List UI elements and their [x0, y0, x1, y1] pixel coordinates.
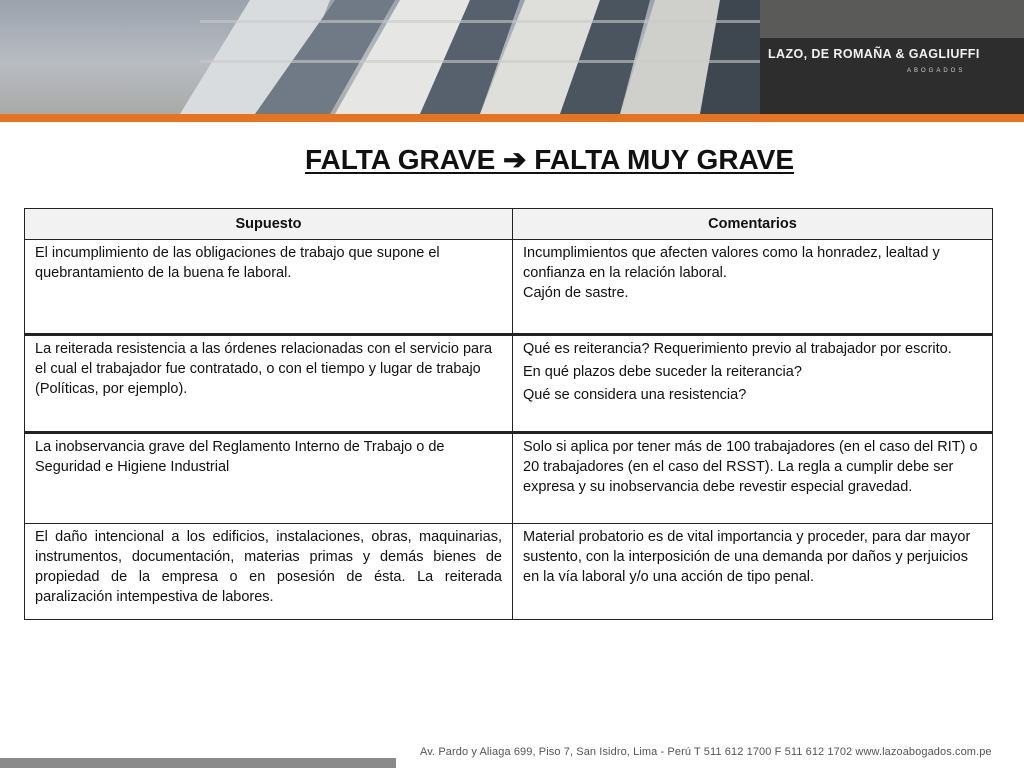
- page-title: FALTA GRAVE ➔ FALTA MUY GRAVE: [304, 144, 795, 175]
- cell-text: Material probatorio es de vital importancia y proceder, para dar mayor sustento, con la interposición de una demanda por daños y perjuicios en la vía laboral y/o una acción de tipo penal.: [523, 529, 971, 585]
- content-table: [24, 208, 993, 620]
- cell-text: Solo si aplica por tener más de 100 trabajadores (en el caso del RIT) o 20 trabajadores (en el caso del RSST). La regla a cumplir debe ser expresa y su inobservancia debe revestir especial gravedad.: [523, 439, 978, 495]
- table-header-row: [25, 209, 992, 239]
- cell-comentarios: [513, 434, 992, 523]
- cell-text: Qué se considera una resistencia?: [523, 387, 747, 403]
- firm-logo-subtitle: ABOGADOS: [907, 68, 966, 74]
- cell-comentarios: [513, 524, 992, 619]
- table-row: [25, 431, 992, 523]
- cell-text: La reiterada resistencia a las órdenes relacionadas con el servicio para el cual el trabajador fue contratado, o con el tiempo y lugar de trabajo (Políticas, por ejemplo).: [35, 341, 493, 397]
- cell-text: El incumplimiento de las obligaciones de trabajo que supone el quebrantamiento de la buena fe laboral.: [35, 245, 440, 281]
- header-comentarios: Comentarios: [708, 216, 797, 232]
- cell-supuesto: [25, 240, 513, 333]
- cell-text: La inobservancia grave del Reglamento Interno de Trabajo o de Seguridad e Higiene Industrial: [35, 439, 445, 475]
- orange-divider: [0, 114, 1024, 122]
- cell-supuesto: [25, 524, 513, 619]
- table-row: [25, 239, 992, 333]
- cell-text: El daño intencional a los edificios, instalaciones, obras, maquinarias, instrumentos, documentación, materias primas y demás bienes de propiedad de la empresa o en posesión de ésta. La reiterada paralización intempestiva de labores.: [35, 529, 502, 605]
- header-supuesto: Supuesto: [25, 209, 513, 239]
- cell-supuesto: [25, 434, 513, 523]
- cell-comentarios: [513, 336, 992, 431]
- cell-text: Incumplimientos que afecten valores como la honradez, lealtad y confianza en la relación laboral.: [523, 245, 940, 281]
- table-row: [25, 333, 992, 431]
- cell-text: En qué plazos debe suceder la reiterancia?: [523, 364, 802, 380]
- footer-contact: Av. Pardo y Aliaga 699, Piso 7, San Isidro, Lima - Perú T 511 612 1700 F 511 612 1702 www.lazoabogados.com.pe: [420, 746, 992, 758]
- footer-bar: [0, 758, 396, 768]
- cell-supuesto: [25, 336, 513, 431]
- cell-text: Cajón de sastre.: [523, 285, 629, 301]
- firm-logo: LAZO, DE ROMAÑA & GAGLIUFFI: [768, 47, 980, 61]
- cell-text: Qué es reiterancia? Requerimiento previo al trabajador por escrito.: [523, 341, 952, 357]
- cell-comentarios: [513, 240, 992, 333]
- table-row: [25, 523, 992, 619]
